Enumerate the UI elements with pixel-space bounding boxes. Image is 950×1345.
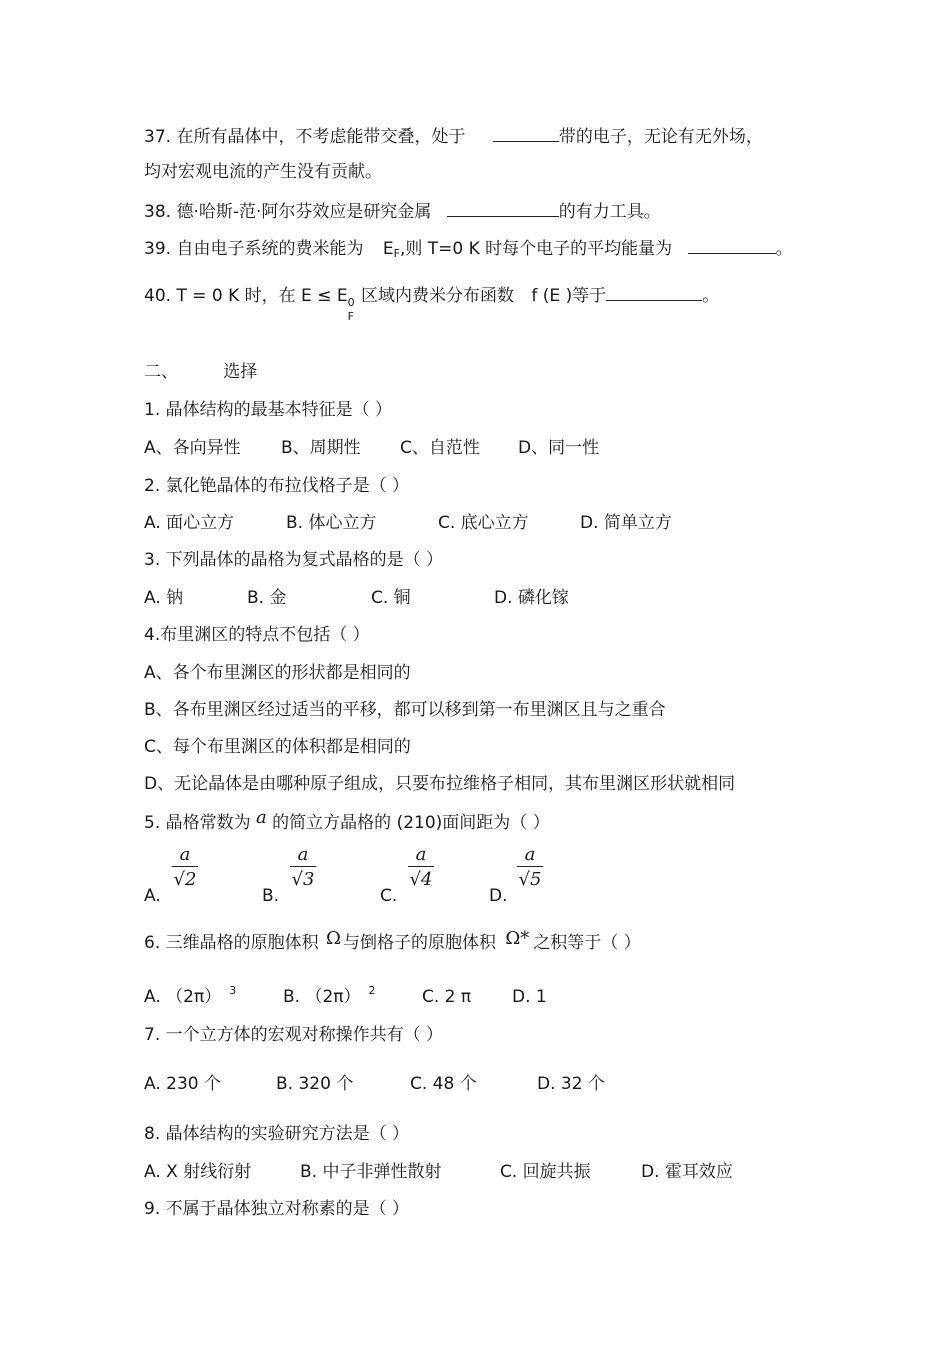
q40-sub: F	[347, 310, 354, 323]
q37-line2: 均对宏观电流的产生没有贡献。	[144, 162, 382, 182]
q5-stem	[144, 807, 550, 834]
q8-option-b[interactable]: B. 中子非弹性散射	[300, 1162, 442, 1182]
q7-option-c[interactable]: C. 48 个	[410, 1074, 477, 1094]
q6-stem-b: 与倒格子的原胞体积	[342, 933, 496, 953]
q5-fraction-b: a √3	[291, 844, 315, 890]
section-number: 二、	[144, 362, 178, 382]
q7-stem: 7. 一个立方体的宏观对称操作共有（ ）	[144, 1025, 444, 1045]
q40-end: 。	[702, 286, 720, 306]
section-title: 选择	[223, 362, 258, 382]
q40-text-a: 40. T = 0 K 时，在 E ≤ E	[144, 286, 348, 306]
q3-option-b[interactable]: B. 金	[247, 588, 287, 608]
q5-option-d[interactable]: D.	[489, 886, 508, 906]
q39-line	[144, 237, 793, 262]
q8-stem: 8. 晶体结构的实验研究方法是（ ）	[144, 1124, 410, 1144]
q1-option-b[interactable]: B、周期性	[281, 438, 361, 458]
q4-stem: 4.布里渊区的特点不包括（ ）	[144, 625, 370, 645]
q8-option-a[interactable]: A. X 射线衍射	[144, 1162, 252, 1182]
q5-option-b[interactable]: B.	[262, 886, 280, 906]
q4-option-b[interactable]: B、各布里渊区经过适当的平移，都可以移到第一布里渊区且与之重合	[144, 700, 666, 720]
q38-text-a: 38. 德·哈斯-范·阿尔芬效应是研究金属	[144, 202, 432, 222]
q38-blank[interactable]	[447, 200, 559, 217]
q2-option-b[interactable]: B. 体心立方	[286, 513, 377, 533]
q39-blank[interactable]	[688, 237, 776, 254]
q40-text-c: 等于	[572, 286, 607, 306]
q3-option-d[interactable]: D. 磷化镓	[494, 588, 569, 608]
q2-stem: 2. 氯化铯晶体的布拉伐格子是（ ）	[144, 476, 410, 496]
q6-stem-c: 之积等于（ ）	[533, 933, 641, 953]
q3-option-c[interactable]: C. 铜	[371, 588, 411, 608]
q6-option-b[interactable]: B. （2π） $^2$	[283, 984, 376, 1007]
q6-option-c[interactable]: C. 2 π	[422, 987, 472, 1007]
q6-omega: Ω	[326, 928, 341, 949]
q38-line	[144, 200, 661, 223]
q40-line	[144, 284, 720, 323]
q6-omega-star: Ω*	[505, 928, 530, 949]
q37-blank[interactable]	[493, 125, 559, 142]
q4-option-d[interactable]: D、无论晶体是由哪种原子组成，只要布拉维格子相同，其布里渊区形状就相同	[144, 774, 736, 794]
q38-text-b: 的有力工具。	[558, 202, 661, 222]
q40-blank[interactable]	[606, 284, 702, 301]
q4-option-a[interactable]: A、各个布里渊区的形状都是相同的	[144, 663, 411, 683]
q2-option-a[interactable]: A. 面心立方	[144, 513, 235, 533]
q6-stem-a: 6. 三维晶格的原胞体积	[144, 933, 319, 953]
q5-stem-b: 的简立方晶格的 (210)面间距为（ ）	[272, 813, 550, 833]
q5-stem-a: 5. 晶格常数为	[144, 813, 251, 833]
q37-text-b: 带的电子，无论有无外场，	[558, 127, 763, 147]
q6-option-a[interactable]: A. （2π） $^3$	[144, 984, 237, 1007]
section-heading	[144, 361, 257, 383]
q40-text-b: 区域内费米分布函数	[361, 286, 514, 306]
q1-option-d[interactable]: D、同一性	[518, 438, 600, 458]
q39-ef: EF	[382, 239, 400, 260]
q6-option-d[interactable]: D. 1	[512, 987, 547, 1007]
q1-option-c[interactable]: C、自范性	[400, 438, 480, 458]
q5-fraction-a: a √2	[173, 844, 197, 890]
q7-option-b[interactable]: B. 320 个	[276, 1074, 354, 1094]
q3-option-a[interactable]: A. 钠	[144, 588, 184, 608]
q2-option-c[interactable]: C. 底心立方	[438, 513, 529, 533]
q5-option-a[interactable]: A.	[144, 886, 161, 906]
q40-f: f (E )	[531, 286, 573, 306]
q39-end: 。	[775, 239, 793, 259]
q37-text-a: 37. 在所有晶体中，不考虑能带交叠，处于	[144, 127, 466, 147]
q39-text-b: ,则 T=0 K 时每个电子的平均能量为	[399, 239, 673, 259]
q4-option-c[interactable]: C、每个布里渊区的体积都是相同的	[144, 737, 411, 757]
q8-option-d[interactable]: D. 霍耳效应	[641, 1162, 733, 1182]
q8-option-c[interactable]: C. 回旋共振	[500, 1162, 591, 1182]
q39-text-a: 39. 自由电子系统的费米能为	[144, 239, 364, 259]
q7-option-d[interactable]: D. 32 个	[537, 1074, 605, 1094]
q5-lattice-constant: a	[256, 807, 267, 828]
q5-fraction-d: a √5	[518, 844, 542, 890]
q5-fraction-c: a √4	[409, 844, 433, 890]
q6-stem	[144, 928, 641, 954]
q5-option-c[interactable]: C.	[380, 886, 398, 906]
q3-stem: 3. 下列晶体的晶格为复式晶格的是（ ）	[144, 550, 444, 570]
q40-sup: 0	[347, 296, 355, 309]
q2-option-d[interactable]: D. 简单立方	[580, 513, 672, 533]
q1-stem: 1. 晶体结构的最基本特征是（ ）	[144, 400, 393, 420]
q7-option-a[interactable]: A. 230 个	[144, 1074, 221, 1094]
q37-line1	[144, 125, 763, 148]
q9-stem: 9. 不属于晶体独立对称素的是（ ）	[144, 1199, 410, 1219]
q1-option-a[interactable]: A、各向异性	[144, 438, 241, 458]
